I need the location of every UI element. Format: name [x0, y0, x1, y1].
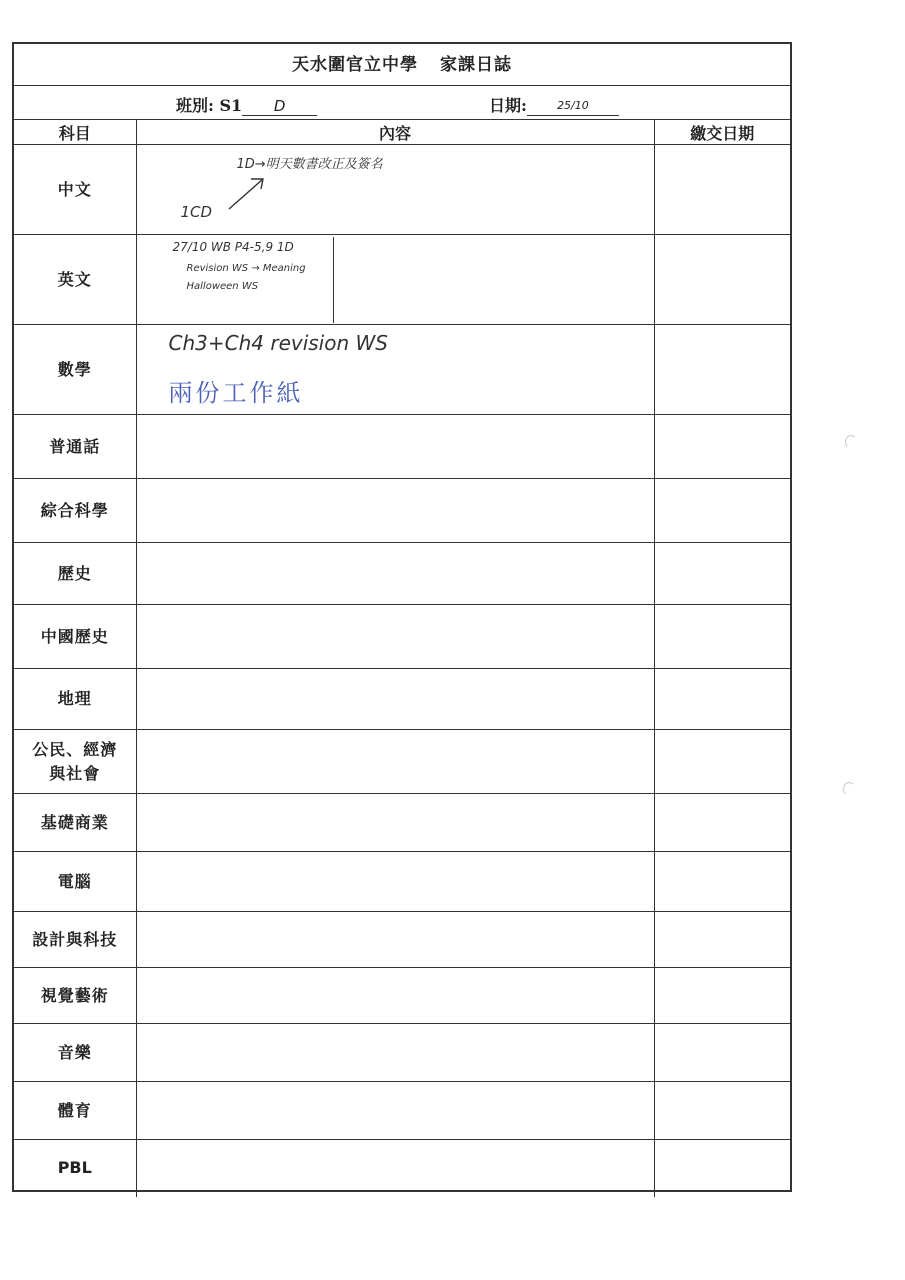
homework-diary-sheet — [12, 42, 792, 1192]
table-row — [14, 669, 790, 730]
subject-cell — [14, 730, 136, 794]
subject-cell: 綜合科學 — [14, 479, 136, 543]
handwritten-note: Revision WS → Meaning — [186, 263, 306, 274]
subject-cell: 中國歷史 — [14, 605, 136, 669]
due-date-cell — [654, 1082, 790, 1140]
content-cell — [136, 415, 654, 479]
due-date-cell — [654, 968, 790, 1024]
date-field — [489, 93, 619, 116]
class-value: D — [242, 97, 317, 116]
date-value: 25/10 — [527, 97, 619, 116]
subject-cell: 中文 — [14, 145, 136, 235]
due-date-cell — [654, 794, 790, 852]
content-cell — [136, 968, 654, 1024]
content-cell — [136, 1082, 654, 1140]
table-row — [14, 968, 790, 1024]
content-cell — [136, 543, 654, 605]
due-date-cell — [654, 145, 790, 235]
subject-cell: 歷史 — [14, 543, 136, 605]
table-row — [14, 479, 790, 543]
due-date-cell — [654, 912, 790, 968]
subject-cell: 音樂 — [14, 1024, 136, 1082]
content-cell — [136, 730, 654, 794]
subject-cell: 數學 — [14, 325, 136, 415]
subject-cell: 普通話 — [14, 415, 136, 479]
table-row — [14, 145, 790, 235]
subject-cell: 基礎商業 — [14, 794, 136, 852]
due-date-cell — [654, 543, 790, 605]
table-row — [14, 415, 790, 479]
subject-cell: 設計與科技 — [14, 912, 136, 968]
table-row — [14, 1024, 790, 1082]
table-row — [14, 1140, 790, 1197]
class-label: 班別: S1 — [176, 96, 243, 115]
subject-cell: 電腦 — [14, 852, 136, 912]
due-date-cell — [654, 1140, 790, 1197]
table-row — [14, 543, 790, 605]
subject-column-header: 科目 — [14, 120, 136, 145]
content-cell — [136, 1024, 654, 1082]
handwritten-note: 27/10 WB P4-5,9 1D — [172, 240, 294, 254]
subject-cell: PBL — [14, 1140, 136, 1197]
header-row — [14, 120, 790, 145]
date-label: 日期: — [489, 96, 527, 115]
content-cell — [136, 1140, 654, 1197]
scan-mark — [843, 782, 855, 796]
table-row — [14, 325, 790, 415]
table-row — [14, 1082, 790, 1140]
handwritten-note: 兩份工作紙 — [168, 379, 304, 407]
content-cell — [136, 852, 654, 912]
school-name: 天水圍官立中學 — [292, 55, 418, 75]
due-date-column-header: 繳交日期 — [654, 120, 790, 145]
content-cell — [136, 479, 654, 543]
diary-name: 家課日誌 — [440, 55, 512, 75]
content-cell — [136, 794, 654, 852]
due-date-cell — [654, 605, 790, 669]
table-row — [14, 235, 790, 325]
handwritten-note: 1D→明天數書改正及簽名 — [236, 157, 383, 172]
due-date-cell — [654, 669, 790, 730]
table-row — [14, 852, 790, 912]
handwritten-note: Halloween WS — [186, 281, 259, 292]
table-row — [14, 912, 790, 968]
arrow-icon — [225, 173, 269, 213]
due-date-cell — [654, 325, 790, 415]
due-date-cell — [654, 235, 790, 325]
content-cell — [136, 325, 654, 415]
subject-cell: 英文 — [14, 235, 136, 325]
info-row — [14, 86, 790, 120]
subject-line: 與社會 — [49, 763, 101, 783]
subject-cell: 視覺藝術 — [14, 968, 136, 1024]
table-row — [14, 730, 790, 794]
handwritten-note: 1CD — [180, 203, 213, 221]
content-cell — [136, 605, 654, 669]
subject-cell: 地理 — [14, 669, 136, 730]
ink-divider — [333, 237, 334, 323]
table-row — [14, 605, 790, 669]
table-row — [14, 794, 790, 852]
due-date-cell — [654, 415, 790, 479]
homework-table — [14, 120, 790, 1197]
diary-title — [14, 44, 790, 86]
due-date-cell — [654, 730, 790, 794]
handwritten-note: Ch3+Ch4 revision WS — [168, 331, 388, 355]
content-cell — [136, 235, 654, 325]
due-date-cell — [654, 479, 790, 543]
content-column-header: 內容 — [136, 120, 654, 145]
subject-line: 公民、經濟 — [32, 739, 118, 759]
content-cell — [136, 145, 654, 235]
content-cell — [136, 669, 654, 730]
due-date-cell — [654, 852, 790, 912]
scan-mark — [845, 435, 857, 449]
class-field — [176, 93, 317, 116]
content-cell — [136, 912, 654, 968]
subject-cell: 體育 — [14, 1082, 136, 1140]
due-date-cell — [654, 1024, 790, 1082]
